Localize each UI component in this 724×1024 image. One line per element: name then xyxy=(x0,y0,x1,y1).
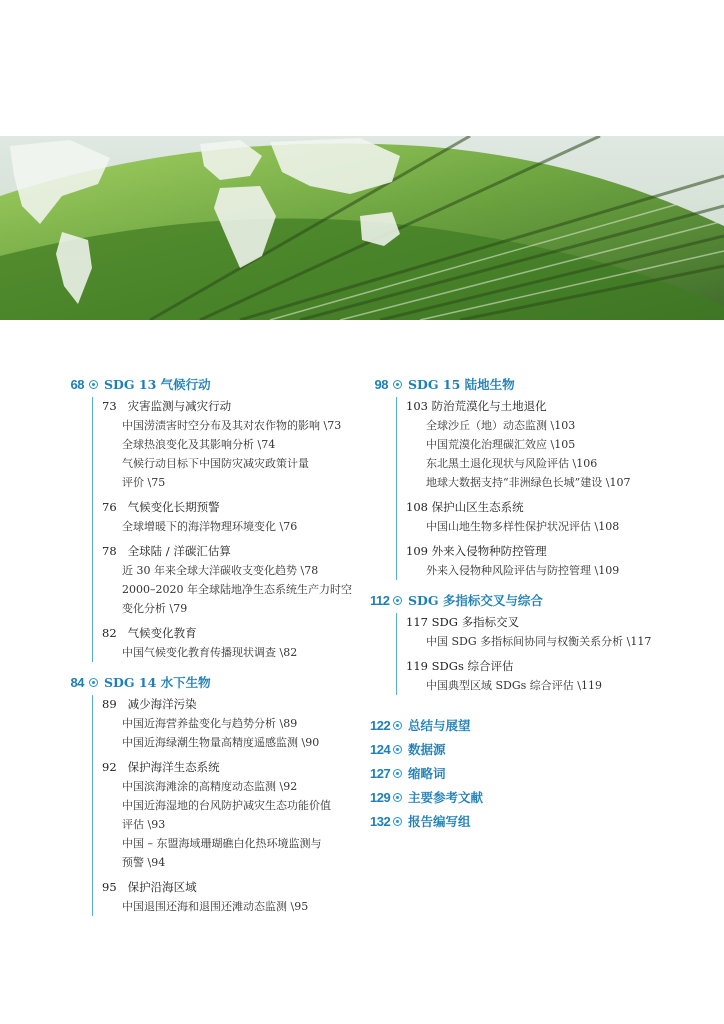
entry-page-number: 124 xyxy=(370,741,391,757)
circle-bullet-icon xyxy=(89,678,98,687)
entry-page-number: 122 xyxy=(370,717,391,733)
circle-bullet-icon xyxy=(393,721,402,730)
spacer xyxy=(66,662,366,672)
subsection-heading[interactable] xyxy=(406,498,670,517)
toc-entry[interactable]: 全球沙丘（地）动态监测 \103 xyxy=(426,419,576,432)
section-heading[interactable] xyxy=(370,590,670,610)
circle-bullet-icon xyxy=(393,769,402,778)
subsection-page-number: 73 xyxy=(102,399,117,413)
toc-right-column xyxy=(370,374,670,833)
section-page-number: 98 xyxy=(374,376,388,392)
toc-entry[interactable]: 外来入侵物种风险评估与防控管理 \109 xyxy=(426,564,620,577)
toc-entry[interactable]: 预警 \94 xyxy=(122,856,166,869)
toc-entry[interactable]: 变化分析 \79 xyxy=(122,602,188,615)
subsection-page-number: 108 xyxy=(406,500,428,514)
subsection-heading[interactable] xyxy=(102,878,366,897)
subsection-page-number: 119 xyxy=(406,659,428,673)
subsection-heading[interactable] xyxy=(406,542,670,561)
back-matter-list xyxy=(370,713,670,833)
spacer xyxy=(370,580,670,590)
subsection-title: 全球陆 / 洋碳汇估算 xyxy=(127,544,231,558)
subsection-page-number: 92 xyxy=(102,760,117,774)
subsection-page-number: 95 xyxy=(102,880,117,894)
subsection-title: 保护沿海区域 xyxy=(127,880,197,894)
bamboo-world-map-banner xyxy=(0,136,724,320)
entry-page-number: 129 xyxy=(370,789,391,805)
toc-entry[interactable]: 全球热浪变化及其影响分析 \74 xyxy=(122,438,276,451)
toc-entry[interactable]: 中国 – 东盟海域珊瑚礁白化热环境监测与 xyxy=(122,837,322,850)
subsection-heading[interactable] xyxy=(406,657,670,676)
toc-entry[interactable]: 中国近海营养盐变化与趋势分析 \89 xyxy=(122,717,298,730)
subsection-title: 外来入侵物种防控管理 xyxy=(431,544,547,558)
subsection-title: 减少海洋污染 xyxy=(127,697,197,711)
subsection-title: 保护海洋生态系统 xyxy=(127,760,220,774)
section-page-number: 68 xyxy=(70,376,84,392)
subsection-title: SDGs 综合评估 xyxy=(431,659,514,673)
entry-title: 总结与展望 xyxy=(408,718,471,733)
toc-entry[interactable]: 气候行动目标下中国防灾减灾政策计量 xyxy=(122,457,309,470)
subsection-title: 防治荒漠化与土地退化 xyxy=(431,399,547,413)
section-title: SDG 13 气候行动 xyxy=(104,377,211,392)
toc-section xyxy=(370,374,670,580)
section-entries xyxy=(66,695,366,916)
subsection-heading[interactable] xyxy=(406,613,670,632)
toc-entry[interactable]: 中国 SDG 多指标间协同与权衡关系分析 \117 xyxy=(426,635,652,648)
toc-entry[interactable]: 中国山地生物多样性保护状况评估 \108 xyxy=(426,520,620,533)
section-entries xyxy=(66,397,366,662)
entry-page-number: 132 xyxy=(370,813,391,829)
entry-title: 报告编写组 xyxy=(408,814,471,829)
toc-entry[interactable]: 评估 \93 xyxy=(122,818,166,831)
section-page-number: 112 xyxy=(370,592,390,608)
circle-bullet-icon xyxy=(393,596,402,605)
subsection-page-number: 76 xyxy=(102,500,117,514)
toc-entry[interactable]: 中国典型区域 SDGs 综合评估 \119 xyxy=(426,679,602,692)
section-heading[interactable] xyxy=(66,672,366,692)
entry-divider-line xyxy=(92,397,93,662)
subsection-page-number: 82 xyxy=(102,626,117,640)
toc-section xyxy=(66,374,366,662)
spacer xyxy=(370,695,670,705)
section-heading[interactable] xyxy=(370,374,670,394)
subsection-heading[interactable] xyxy=(102,542,366,561)
toc-entry[interactable]: 中国气候变化教育传播现状调查 \82 xyxy=(122,646,298,659)
entry-title: 主要参考文献 xyxy=(408,790,484,805)
back-matter-entry[interactable] xyxy=(370,737,670,761)
toc-entry[interactable]: 地球大数据支持“非洲绿色长城”建设 \107 xyxy=(426,476,631,489)
back-matter-entry[interactable] xyxy=(370,785,670,809)
entry-page-number: 127 xyxy=(370,765,391,781)
subsection-page-number: 117 xyxy=(406,615,428,629)
circle-bullet-icon xyxy=(393,380,402,389)
section-title: SDG 多指标交叉与综合 xyxy=(408,593,543,608)
subsection-page-number: 78 xyxy=(102,544,117,558)
toc-section xyxy=(66,672,366,916)
subsection-title: SDG 多指标交叉 xyxy=(431,615,520,629)
entry-title: 缩略词 xyxy=(408,766,446,781)
subsection-heading[interactable] xyxy=(102,397,366,416)
subsection-heading[interactable] xyxy=(102,695,366,714)
toc-entry[interactable]: 全球增暖下的海洋物理环境变化 \76 xyxy=(122,520,298,533)
subsection-heading[interactable] xyxy=(102,758,366,777)
entry-divider-line xyxy=(92,695,93,916)
circle-bullet-icon xyxy=(393,793,402,802)
toc-section xyxy=(370,590,670,695)
toc-entry[interactable]: 2000–2020 年全球陆地净生态系统生产力时空 xyxy=(122,583,352,596)
subsection-page-number: 89 xyxy=(102,697,117,711)
back-matter-entry[interactable] xyxy=(370,809,670,833)
subsection-heading[interactable] xyxy=(102,624,366,643)
back-matter-entry[interactable] xyxy=(370,761,670,785)
circle-bullet-icon xyxy=(393,745,402,754)
subsection-title: 保护山区生态系统 xyxy=(431,500,524,514)
subsection-page-number: 109 xyxy=(406,544,428,558)
toc-entry[interactable]: 中国荒漠化治理碳汇效应 \105 xyxy=(426,438,576,451)
toc-entry[interactable]: 中国涝渍害时空分布及其对农作物的影响 \73 xyxy=(122,419,342,432)
section-title: SDG 14 水下生物 xyxy=(104,675,211,690)
circle-bullet-icon xyxy=(393,817,402,826)
entry-divider-line xyxy=(396,613,397,695)
section-heading[interactable] xyxy=(66,374,366,394)
subsection-title: 灾害监测与减灾行动 xyxy=(127,399,232,413)
entry-title: 数据源 xyxy=(408,742,446,757)
toc-entry[interactable]: 中国近海湿地的台风防护减灾生态功能价值 xyxy=(122,799,331,812)
entry-divider-line xyxy=(396,397,397,580)
section-page-number: 84 xyxy=(70,674,84,690)
section-title: SDG 15 陆地生物 xyxy=(408,377,515,392)
toc-entry[interactable]: 近 30 年来全球大洋碳收支变化趋势 \78 xyxy=(122,564,319,577)
subsection-heading[interactable] xyxy=(406,397,670,416)
toc-entry[interactable]: 中国滨海滩涂的高精度动态监测 \92 xyxy=(122,780,298,793)
circle-bullet-icon xyxy=(89,380,98,389)
spacer xyxy=(66,916,366,926)
toc-entry[interactable]: 中国近海绿潮生物量高精度遥感监测 \90 xyxy=(122,736,320,749)
toc-entry[interactable]: 中国退围还海和退围还滩动态监测 \95 xyxy=(122,900,309,913)
back-matter-entry[interactable] xyxy=(370,713,670,737)
subsection-heading[interactable] xyxy=(102,498,366,517)
subsection-page-number: 103 xyxy=(406,399,428,413)
toc-left-column xyxy=(66,374,366,926)
toc-entry[interactable]: 东北黑土退化现状与风险评估 \106 xyxy=(426,457,598,470)
toc-entry[interactable]: 评价 \75 xyxy=(122,476,166,489)
section-entries xyxy=(370,613,670,695)
subsection-title: 气候变化长期预警 xyxy=(127,500,220,514)
subsection-title: 气候变化教育 xyxy=(127,626,197,640)
section-entries xyxy=(370,397,670,580)
